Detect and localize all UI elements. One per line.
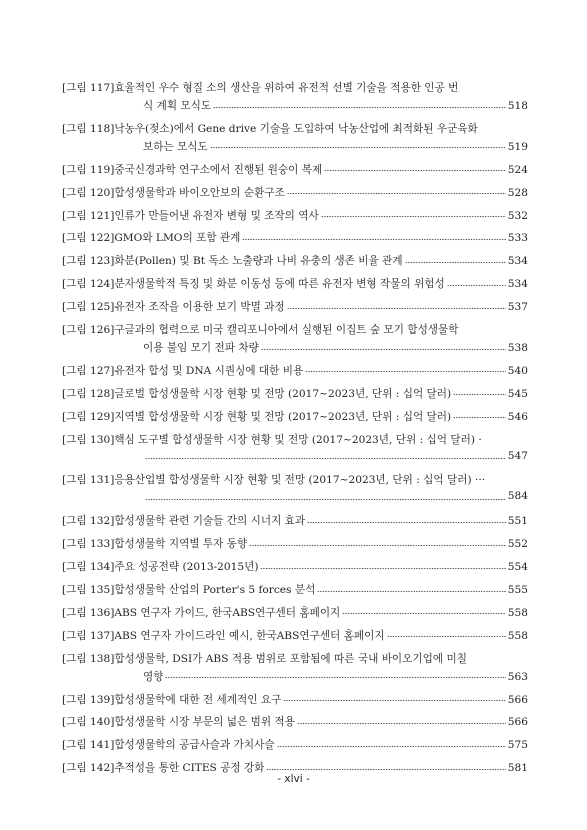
entry-title: 합성생물학과 바이오안보의 순환구조 — [114, 186, 285, 199]
page-number: 566 — [507, 716, 528, 729]
toc-entry-line — [62, 322, 528, 340]
figure-label: [그림 132] — [62, 515, 115, 528]
toc-entry[interactable] — [62, 253, 528, 271]
entry-title: 낙농우(젖소)에서 Gene drive 기술을 도입하여 낙농산업에 최적화된 우군육화 — [114, 122, 478, 135]
entry-title: 중국신경과학 연구소에서 진행된 원숭이 복제 — [114, 163, 323, 176]
dot-leader — [453, 416, 506, 419]
toc-entry-line — [62, 409, 528, 427]
toc-entry-line — [62, 559, 528, 577]
dot-leader — [287, 192, 506, 195]
entry-title: 효율적인 우수 형질 소의 생산을 위하여 유전적 선별 기술을 적용한 인공 번 — [114, 82, 459, 94]
entry-title: 인류가 만들어낸 유전자 변형 및 조작의 역사 — [114, 209, 319, 222]
figure-label: [그림 137] — [62, 629, 115, 642]
entry-title: 합성생물학 지역별 투자 동향 — [114, 538, 248, 551]
page-number: 533 — [507, 232, 528, 245]
dot-leader — [307, 521, 506, 524]
dot-leader — [266, 768, 505, 771]
toc-entry-line — [62, 536, 528, 554]
toc-entry-line — [62, 340, 528, 358]
page-number: 532 — [507, 209, 528, 222]
figure-label: [그림 140] — [62, 716, 115, 729]
toc-entry-line — [62, 208, 528, 226]
toc-entry[interactable] — [62, 386, 528, 404]
toc-entry-line — [62, 737, 528, 755]
toc-entry-line — [62, 139, 528, 157]
entry-title: 합성생물학, DSI가 ABS 적용 범위로 포함됨에 따른 국내 바이오기업에 미칠 — [114, 652, 467, 665]
page-number: 524 — [507, 163, 528, 176]
toc-entry-line — [62, 386, 528, 404]
toc-entry-line — [62, 605, 528, 623]
toc-entry-line — [62, 276, 528, 294]
entry-title: 합성생물학 산업의 Porter's 5 forces 분석 — [114, 584, 316, 597]
dot-leader — [387, 635, 506, 638]
figure-label: [그림 117] — [62, 82, 115, 94]
page-number: 545 — [507, 387, 528, 400]
figure-label: [그림 134] — [62, 561, 115, 574]
toc-entry-line — [62, 185, 528, 203]
dot-leader — [447, 284, 506, 287]
entry-title: 유전자 합성 및 DNA 시퀀싱에 대한 비용 — [114, 364, 304, 377]
figure-label: [그림 122] — [62, 232, 115, 245]
dot-leader — [453, 393, 506, 396]
dot-leader — [165, 676, 505, 679]
dot-leader — [277, 745, 506, 748]
toc-entry[interactable] — [62, 409, 528, 427]
dot-leader — [261, 348, 506, 351]
page-number-footer: - xlvi - — [277, 773, 310, 785]
figure-label: [그림 141] — [62, 739, 115, 752]
entry-title: 영향 — [143, 670, 164, 683]
figure-label: [그림 129] — [62, 410, 115, 423]
toc-entry[interactable] — [62, 208, 528, 226]
page-number: 534 — [507, 278, 528, 291]
toc-entry[interactable] — [62, 322, 528, 358]
figure-label: [그림 130] — [62, 433, 115, 446]
toc-entry[interactable] — [62, 559, 528, 577]
dot-leader — [145, 457, 506, 460]
toc-entry[interactable] — [62, 80, 528, 116]
toc-entry-line — [62, 714, 528, 732]
toc-entry[interactable] — [62, 582, 528, 600]
entry-title: 이용 불임 모기 전파 차량 — [143, 342, 259, 355]
page-number: 555 — [507, 584, 528, 597]
entry-title: 지역별 합성생물학 시장 현황 및 전망 (2017~2023년, 단위 : 십억 달러) — [114, 410, 452, 423]
toc-entry-line — [62, 230, 528, 248]
figure-label: [그림 128] — [62, 387, 115, 400]
figure-label: [그림 142] — [62, 762, 115, 775]
toc-entry-line — [62, 669, 528, 687]
toc-entry-line — [62, 450, 528, 468]
page-number: 552 — [507, 538, 528, 551]
entry-title: GMO와 LMO의 포함 관계 — [114, 232, 241, 245]
entry-title: 유전자 조작을 이용한 보기 박멸 과정 — [114, 301, 285, 314]
dot-leader — [210, 146, 506, 149]
dot-leader — [324, 169, 506, 172]
toc-entry[interactable] — [62, 432, 528, 468]
dot-leader — [287, 307, 506, 310]
entry-title: 추적성을 통한 CITES 공정 강화 — [114, 762, 265, 775]
page-number: 540 — [507, 364, 528, 377]
figure-label: [그림 119] — [62, 163, 115, 176]
toc-entry-line — [62, 692, 528, 710]
page-number: 518 — [507, 100, 528, 112]
entry-title: 글로벌 합성생물학 시장 현황 및 전망 (2017~2023년, 단위 : 십억 달러) — [114, 387, 452, 400]
figure-label: [그림 120] — [62, 186, 115, 199]
page-number: 558 — [507, 629, 528, 642]
dot-leader — [145, 498, 506, 501]
dot-leader — [297, 722, 506, 725]
dot-leader — [317, 590, 505, 593]
toc-entry-line — [62, 253, 528, 271]
toc-entry[interactable] — [62, 737, 528, 755]
page-number: 538 — [507, 342, 528, 355]
entry-title: 분자생물학적 특징 및 화분 이동성 등에 따른 유전자 변형 작물의 위험성 — [114, 278, 445, 291]
toc-entry[interactable] — [62, 692, 528, 710]
toc-entry-line — [62, 121, 528, 139]
figure-label: [그림 136] — [62, 606, 115, 619]
entry-title: ABS 연구자 가이드라인 예시, 한국ABS연구센터 홈페이지 — [114, 629, 385, 642]
toc-entry[interactable] — [62, 651, 528, 687]
toc-entry-line — [62, 162, 528, 180]
toc-entry[interactable] — [62, 605, 528, 623]
entry-title: 구글과의 협력으로 미국 캘리포니아에서 실행된 이집트 숲 모기 합성생물학 — [114, 324, 459, 337]
toc-entry-line — [62, 490, 528, 508]
figure-label: [그림 125] — [62, 301, 115, 314]
entry-title: 주요 성공전략 (2013-2015년) — [114, 561, 259, 574]
page-number: 546 — [507, 410, 528, 423]
page-number: 519 — [507, 140, 528, 153]
dot-leader — [283, 699, 505, 702]
toc-entry[interactable] — [62, 121, 528, 157]
toc-entry-line — [62, 513, 528, 531]
dot-leader — [321, 215, 506, 218]
page-number: 563 — [507, 670, 528, 683]
toc-entry[interactable] — [62, 299, 528, 317]
page-number: 554 — [507, 561, 528, 574]
page-number: 581 — [507, 762, 528, 775]
entry-title: 핵심 도구별 합성생물학 시장 현황 및 전망 (2017~2023년, 단위 : 십억 달러) · — [114, 433, 482, 446]
entry-title: 합성생물학 관련 기술들 간의 시너지 효과 — [114, 515, 306, 528]
table-of-figures — [62, 80, 528, 783]
toc-entry-line — [62, 299, 528, 317]
figure-label: [그림 123] — [62, 255, 115, 268]
entry-title: 합성생물학에 대한 전 세계적인 요구 — [114, 693, 282, 706]
toc-entry[interactable] — [62, 276, 528, 294]
toc-entry[interactable] — [62, 513, 528, 531]
toc-entry-line — [62, 80, 528, 98]
toc-entry[interactable] — [62, 363, 528, 381]
page-number: 566 — [507, 693, 528, 706]
toc-entry[interactable] — [62, 472, 528, 508]
dot-leader — [260, 567, 505, 570]
page-number: 547 — [507, 449, 528, 462]
page-number: 584 — [507, 490, 528, 503]
entry-title: 화분(Pollen) 및 Bt 독소 노출량과 나비 유충의 생존 비율 관계 — [114, 255, 403, 268]
toc-entry-line — [62, 628, 528, 646]
toc-entry-line — [62, 582, 528, 600]
dot-leader — [305, 370, 506, 373]
dot-leader — [405, 261, 506, 264]
figure-label: [그림 139] — [62, 693, 115, 706]
page-number: 537 — [507, 301, 528, 314]
toc-entry[interactable] — [62, 162, 528, 180]
entry-title: 응용산업별 합성생물학 시장 현황 및 전망 (2017~2023년, 단위 : 십억 달러) ··· — [114, 474, 486, 487]
entry-title: ABS 연구자 가이드, 한국ABS연구센터 홈페이지 — [114, 606, 341, 619]
dot-leader — [213, 106, 506, 109]
page-number: 575 — [507, 739, 528, 752]
toc-entry-line — [62, 651, 528, 669]
dot-leader — [249, 544, 506, 547]
toc-entry[interactable] — [62, 536, 528, 554]
toc-entry-line — [62, 472, 528, 490]
page-number: 528 — [507, 186, 528, 199]
toc-entry-line — [62, 363, 528, 381]
entry-title: 합성생물학 시장 부문의 넓은 범위 적용 — [114, 716, 295, 729]
toc-entry[interactable] — [62, 185, 528, 203]
toc-entry[interactable] — [62, 714, 528, 732]
figure-label: [그림 127] — [62, 364, 115, 377]
figure-label: [그림 124] — [62, 278, 115, 291]
page-number: 551 — [507, 515, 528, 528]
figure-label: [그림 135] — [62, 584, 115, 597]
figure-label: [그림 133] — [62, 538, 115, 551]
entry-title: 식 계획 모식도 — [143, 100, 212, 112]
toc-entry-line — [62, 98, 528, 116]
figure-label: [그림 138] — [62, 652, 115, 665]
figure-label: [그림 126] — [62, 324, 115, 337]
toc-entry[interactable] — [62, 230, 528, 248]
toc-entry[interactable] — [62, 628, 528, 646]
dot-leader — [342, 612, 505, 615]
figure-label: [그림 131] — [62, 474, 115, 487]
dot-leader — [242, 238, 505, 241]
page-number: 558 — [507, 606, 528, 619]
figure-label: [그림 118] — [62, 122, 115, 135]
entry-title: 합성생물학의 공급사슬과 가치사슬 — [114, 739, 275, 752]
entry-title: 보하는 모식도 — [143, 140, 208, 153]
page-number: 534 — [507, 255, 528, 268]
figure-label: [그림 121] — [62, 209, 115, 222]
toc-entry-line — [62, 432, 528, 450]
